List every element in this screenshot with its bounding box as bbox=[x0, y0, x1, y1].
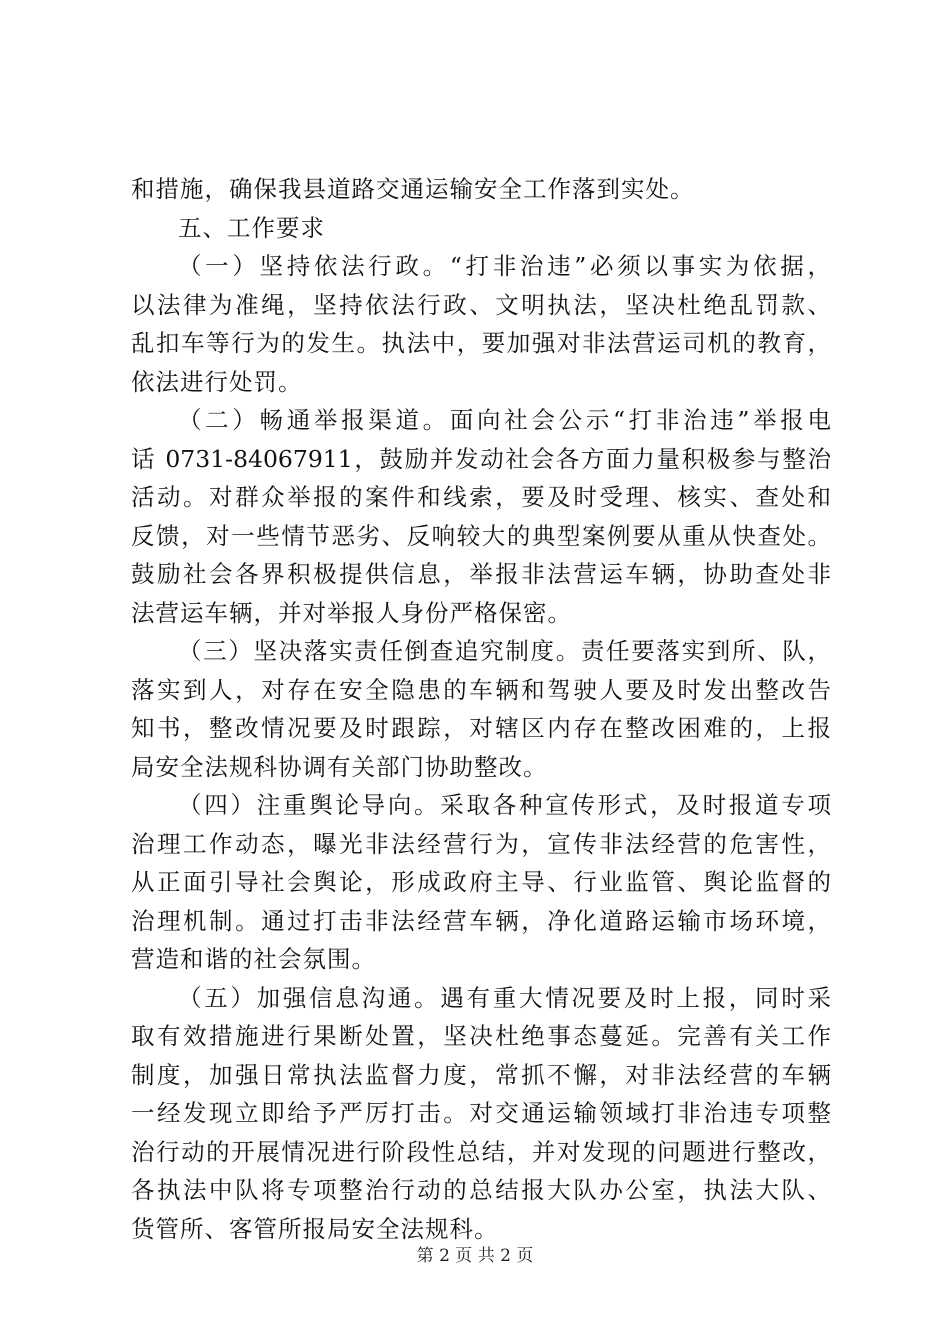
text-line: （二）畅通举报渠道。面向社会公示“打非治违”举报电 bbox=[178, 406, 831, 434]
text-line: （五）加强信息沟通。遇有重大情况要及时上报，同时采 bbox=[178, 983, 831, 1012]
text-line: （三）坚决落实责任倒查追究制度。责任要落实到所、队， bbox=[178, 637, 831, 665]
text-line: 一经发现立即给予严厉打击。对交通运输领域打非治违专项整 bbox=[131, 1099, 831, 1127]
text-line: 和措施，确保我县道路交通运输安全工作落到实处。 bbox=[131, 175, 695, 203]
text-line: 话 0731-84067911，鼓励并发动社会各方面力量积极参与整治 bbox=[131, 444, 831, 473]
text-line: 落实到人，对存在安全隐患的车辆和驾驶人要及时发出整改告 bbox=[131, 675, 831, 704]
text-line: 货管所、客管所报局安全法规科。 bbox=[131, 1214, 499, 1243]
text-line: 乱扣车等行为的发生。执法中，要加强对非法营运司机的教育， bbox=[131, 329, 831, 357]
document-body bbox=[131, 170, 831, 1248]
text-line: 鼓励社会各界积极提供信息，举报非法营运车辆，协助查处非 bbox=[131, 560, 831, 588]
text-line: （一）坚持依法行政。“打非治违”必须以事实为依据， bbox=[178, 252, 831, 280]
text-line: 制度，加强日常执法监督力度，常抓不懈，对非法经营的车辆 bbox=[131, 1060, 831, 1089]
text-line: 法营运车辆，并对举报人身份严格保密。 bbox=[131, 598, 572, 627]
text-line: 局安全法规科协调有关部门协助整改。 bbox=[131, 752, 548, 781]
text-line: 五、工作要求 bbox=[178, 213, 325, 242]
text-line: 反馈，对一些情节恶劣、反响较大的典型案例要从重从快查处。 bbox=[131, 521, 831, 550]
text-line: 治理工作动态，曝光非法经营行为，宣传非法经营的危害性， bbox=[131, 829, 831, 858]
text-line: 取有效措施进行果断处置，坚决杜绝事态蔓延。完善有关工作 bbox=[131, 1022, 831, 1050]
text-line: 活动。对群众举报的案件和线索，要及时受理、核实、查处和 bbox=[131, 483, 831, 511]
page-number-footer: 第 2 页 共 2 页 bbox=[416, 1246, 534, 1266]
text-line: 营造和谐的社会氛围。 bbox=[131, 945, 376, 973]
text-line: 治行动的开展情况进行阶段性总结，并对发现的问题进行整改， bbox=[131, 1137, 831, 1166]
text-line: 治理机制。通过打击非法经营车辆，净化道路运输市场环境， bbox=[131, 906, 831, 935]
text-line: 从正面引导社会舆论，形成政府主导、行业监管、舆论监督的 bbox=[131, 868, 831, 896]
text-line: （四）注重舆论导向。采取各种宣传形式，及时报道专项 bbox=[178, 791, 831, 819]
text-line: 以法律为准绳，坚持依法行政、文明执法，坚决杜绝乱罚款、 bbox=[131, 290, 831, 319]
text-line: 知书，整改情况要及时跟踪，对辖区内存在整改困难的，上报 bbox=[131, 714, 831, 742]
text-line: 依法进行处罚。 bbox=[131, 367, 303, 396]
text-line: 各执法中队将专项整治行动的总结报大队办公室，执法大队、 bbox=[131, 1176, 831, 1204]
